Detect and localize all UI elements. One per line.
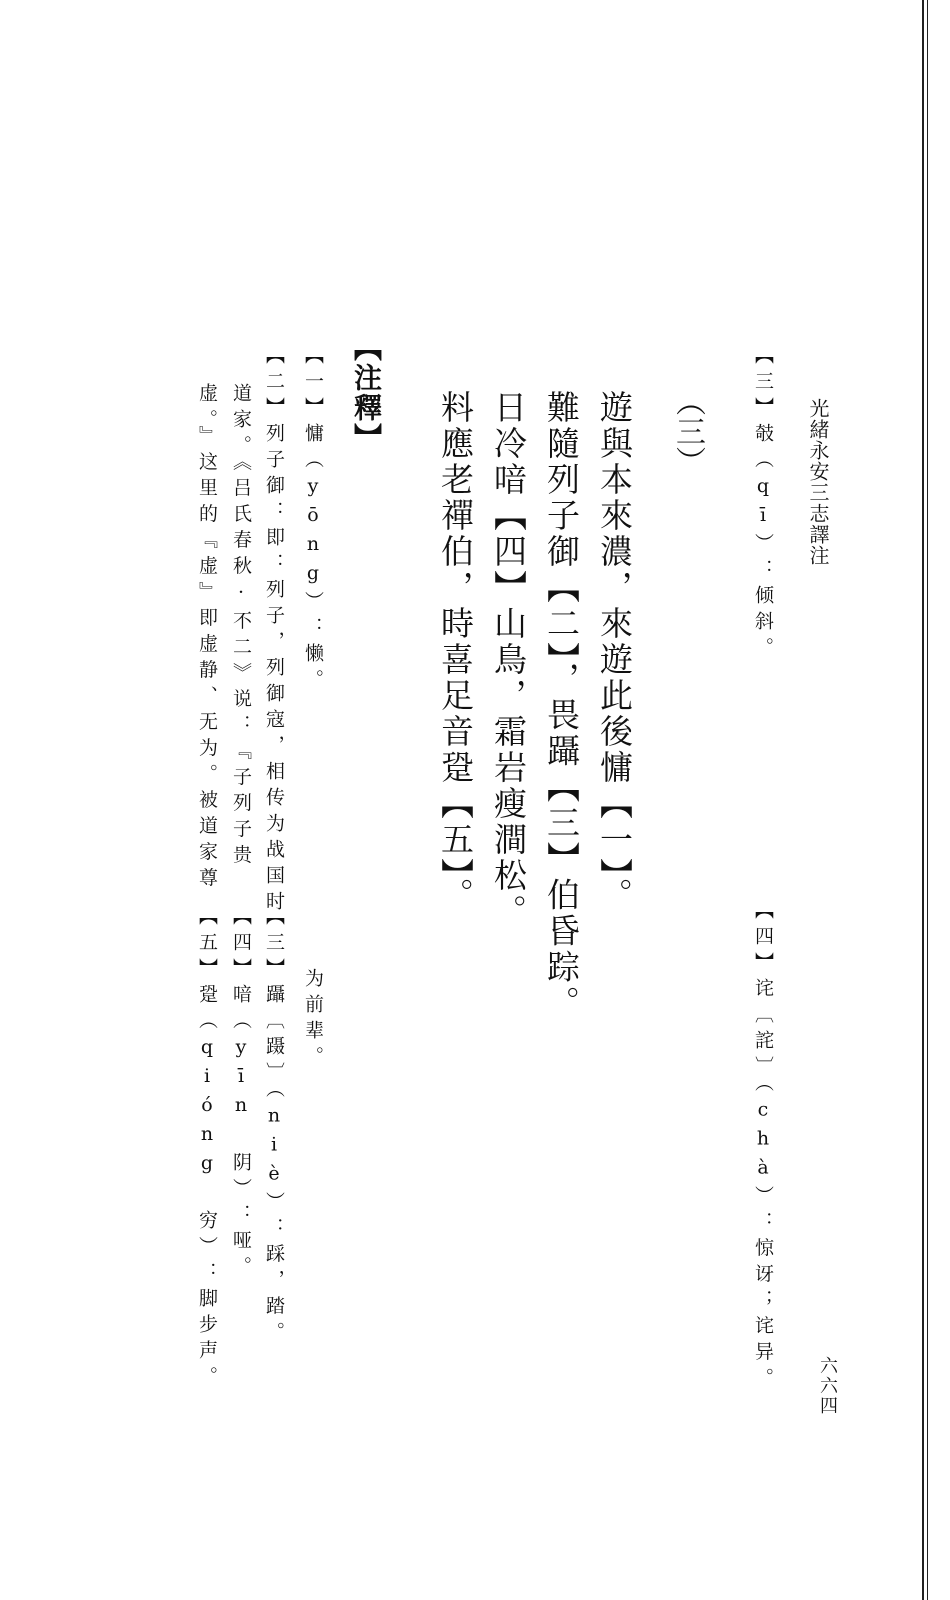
annotation-2-cont-3: 为前辈。 bbox=[302, 968, 324, 1072]
annotations-heading: 【注釋】 bbox=[350, 333, 383, 453]
page-edge-line bbox=[922, 0, 924, 1600]
poem-line-2: 難隨列子御【二】，畏躡【三】伯昏踪。 bbox=[542, 390, 581, 1022]
annotation-1: 【一】慵（yōng）：懒。 bbox=[302, 345, 324, 695]
annotation-2-cont-1: 道家。《吕氏春秋·不二》说：『子列子贵 bbox=[230, 383, 252, 871]
page-number: 六六四 bbox=[817, 1356, 838, 1416]
annotation-4: 【四】喑（yīn 阴）：哑。 bbox=[230, 906, 252, 1282]
prev-note-3: 【三】攲（qī）：倾斜。 bbox=[752, 345, 774, 663]
annotation-2-cont-2: 虚。』这里的『虚』即虚静、无为。被道家尊 bbox=[196, 383, 218, 894]
running-title: 光緒永安三志譯注 bbox=[806, 398, 830, 566]
annotation-5: 【五】跫（qióng 穷）：脚步声。 bbox=[196, 906, 218, 1392]
annotation-2: 【二】列子御：即：列子，列御寇，相传为战国时 bbox=[263, 345, 285, 917]
poem-line-4: 料應老禪伯，時喜足音跫【五】。 bbox=[436, 390, 475, 914]
prev-note-4: 【四】诧〔詫〕（chà）：惊讶；诧异。 bbox=[752, 900, 774, 1394]
annotation-3: 【三】躡〔蹑〕（niè）：踩，踏。 bbox=[263, 906, 285, 1348]
poem-line-1: 遊與本來濃，來遊此後慵【一】。 bbox=[595, 390, 634, 914]
poem-number: （三） bbox=[670, 386, 705, 476]
poem-line-3: 日冷喑【四】山鳥，霜岩瘦澗松。 bbox=[489, 390, 528, 930]
page-edge-line-inner bbox=[927, 0, 928, 1600]
